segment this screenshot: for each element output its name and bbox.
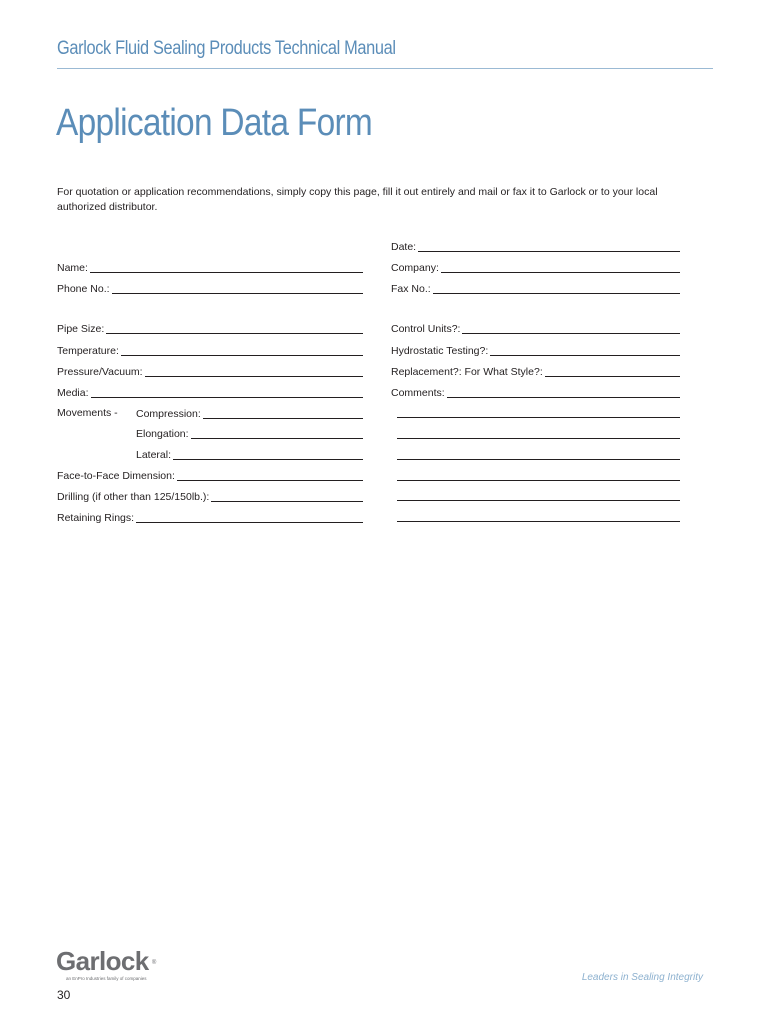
retaining-rings-line[interactable] bbox=[136, 522, 363, 523]
media-line[interactable] bbox=[91, 397, 363, 398]
comments-label: Comments: bbox=[391, 387, 445, 399]
face-to-face-field[interactable] bbox=[57, 469, 363, 482]
pressure-vacuum-line[interactable] bbox=[145, 376, 363, 377]
date-field[interactable] bbox=[391, 240, 680, 253]
company-label: Company: bbox=[391, 262, 439, 274]
compression-field[interactable] bbox=[136, 407, 363, 420]
name-field[interactable] bbox=[57, 261, 363, 274]
company-line[interactable] bbox=[441, 272, 680, 273]
movements-label: Movements - bbox=[57, 407, 118, 419]
replacement-label: Replacement?: For What Style?: bbox=[391, 366, 543, 378]
elongation-field[interactable] bbox=[136, 427, 363, 440]
page-title: Application Data Form bbox=[56, 102, 373, 144]
phone-label: Phone No.: bbox=[57, 283, 110, 295]
hydrostatic-testing-field[interactable] bbox=[391, 344, 680, 357]
manual-title: Garlock Fluid Sealing Products Technical Manual bbox=[57, 38, 396, 59]
phone-line[interactable] bbox=[112, 293, 363, 294]
control-units-field[interactable] bbox=[391, 322, 680, 335]
pipe-size-label: Pipe Size: bbox=[57, 323, 105, 335]
date-label: Date: bbox=[391, 241, 417, 253]
pipe-size-field[interactable] bbox=[57, 322, 363, 335]
control-units-line[interactable] bbox=[462, 333, 680, 334]
company-field[interactable] bbox=[391, 261, 680, 274]
comment-line[interactable] bbox=[397, 500, 680, 501]
hydrostatic-testing-line[interactable] bbox=[490, 355, 680, 356]
date-line[interactable] bbox=[418, 251, 680, 252]
comment-line[interactable] bbox=[397, 480, 680, 481]
comments-field[interactable] bbox=[391, 386, 680, 399]
media-field[interactable] bbox=[57, 386, 363, 399]
page-number: 30 bbox=[57, 988, 71, 1002]
name-label: Name: bbox=[57, 262, 88, 274]
face-to-face-label: Face-to-Face Dimension: bbox=[57, 470, 175, 482]
elongation-line[interactable] bbox=[191, 438, 363, 439]
drilling-field[interactable] bbox=[57, 490, 363, 503]
face-to-face-line[interactable] bbox=[177, 480, 363, 481]
logo-wordmark bbox=[56, 946, 156, 976]
intro-text: For quotation or application recommendations, simply copy this page, fill it out entirely and mail or fax it to Garlock or to your local authorized distributor. bbox=[57, 186, 658, 213]
replacement-line[interactable] bbox=[545, 376, 680, 377]
drilling-label: Drilling (if other than 125/150lb.): bbox=[57, 491, 210, 503]
temperature-label: Temperature: bbox=[57, 345, 119, 357]
elongation-label: Elongation: bbox=[136, 428, 189, 440]
comment-line[interactable] bbox=[397, 417, 680, 418]
replacement-field[interactable] bbox=[391, 365, 680, 378]
phone-field[interactable] bbox=[57, 282, 363, 295]
compression-label: Compression: bbox=[136, 408, 201, 420]
media-label: Media: bbox=[57, 387, 89, 399]
lateral-field[interactable] bbox=[136, 448, 363, 461]
pressure-vacuum-field[interactable] bbox=[57, 365, 363, 378]
lateral-line[interactable] bbox=[173, 459, 363, 460]
header-divider bbox=[57, 68, 713, 69]
comment-line[interactable] bbox=[397, 521, 680, 522]
fax-field[interactable] bbox=[391, 282, 680, 295]
footer-tagline: Leaders in Sealing Integrity bbox=[581, 972, 703, 983]
fax-label: Fax No.: bbox=[391, 283, 431, 295]
comment-line[interactable] bbox=[397, 438, 680, 439]
hydrostatic-testing-label: Hydrostatic Testing?: bbox=[391, 345, 489, 357]
comment-line[interactable] bbox=[397, 459, 680, 460]
drilling-line[interactable] bbox=[211, 501, 363, 502]
logo-tagline: an EnPro Industries family of companies bbox=[66, 976, 147, 981]
garlock-logo bbox=[56, 946, 156, 981]
control-units-label: Control Units?: bbox=[391, 323, 461, 335]
fax-line[interactable] bbox=[433, 293, 680, 294]
pipe-size-line[interactable] bbox=[106, 333, 363, 334]
comments-line[interactable] bbox=[447, 397, 680, 398]
compression-line[interactable] bbox=[203, 418, 363, 419]
temperature-field[interactable] bbox=[57, 344, 363, 357]
logo-text: Garlock bbox=[56, 946, 149, 976]
registered-mark: ® bbox=[151, 960, 156, 966]
name-line[interactable] bbox=[90, 272, 363, 273]
lateral-label: Lateral: bbox=[136, 449, 172, 461]
temperature-line[interactable] bbox=[121, 355, 363, 356]
pressure-vacuum-label: Pressure/Vacuum: bbox=[57, 366, 143, 378]
retaining-rings-label: Retaining Rings: bbox=[57, 512, 135, 524]
retaining-rings-field[interactable] bbox=[57, 511, 363, 524]
